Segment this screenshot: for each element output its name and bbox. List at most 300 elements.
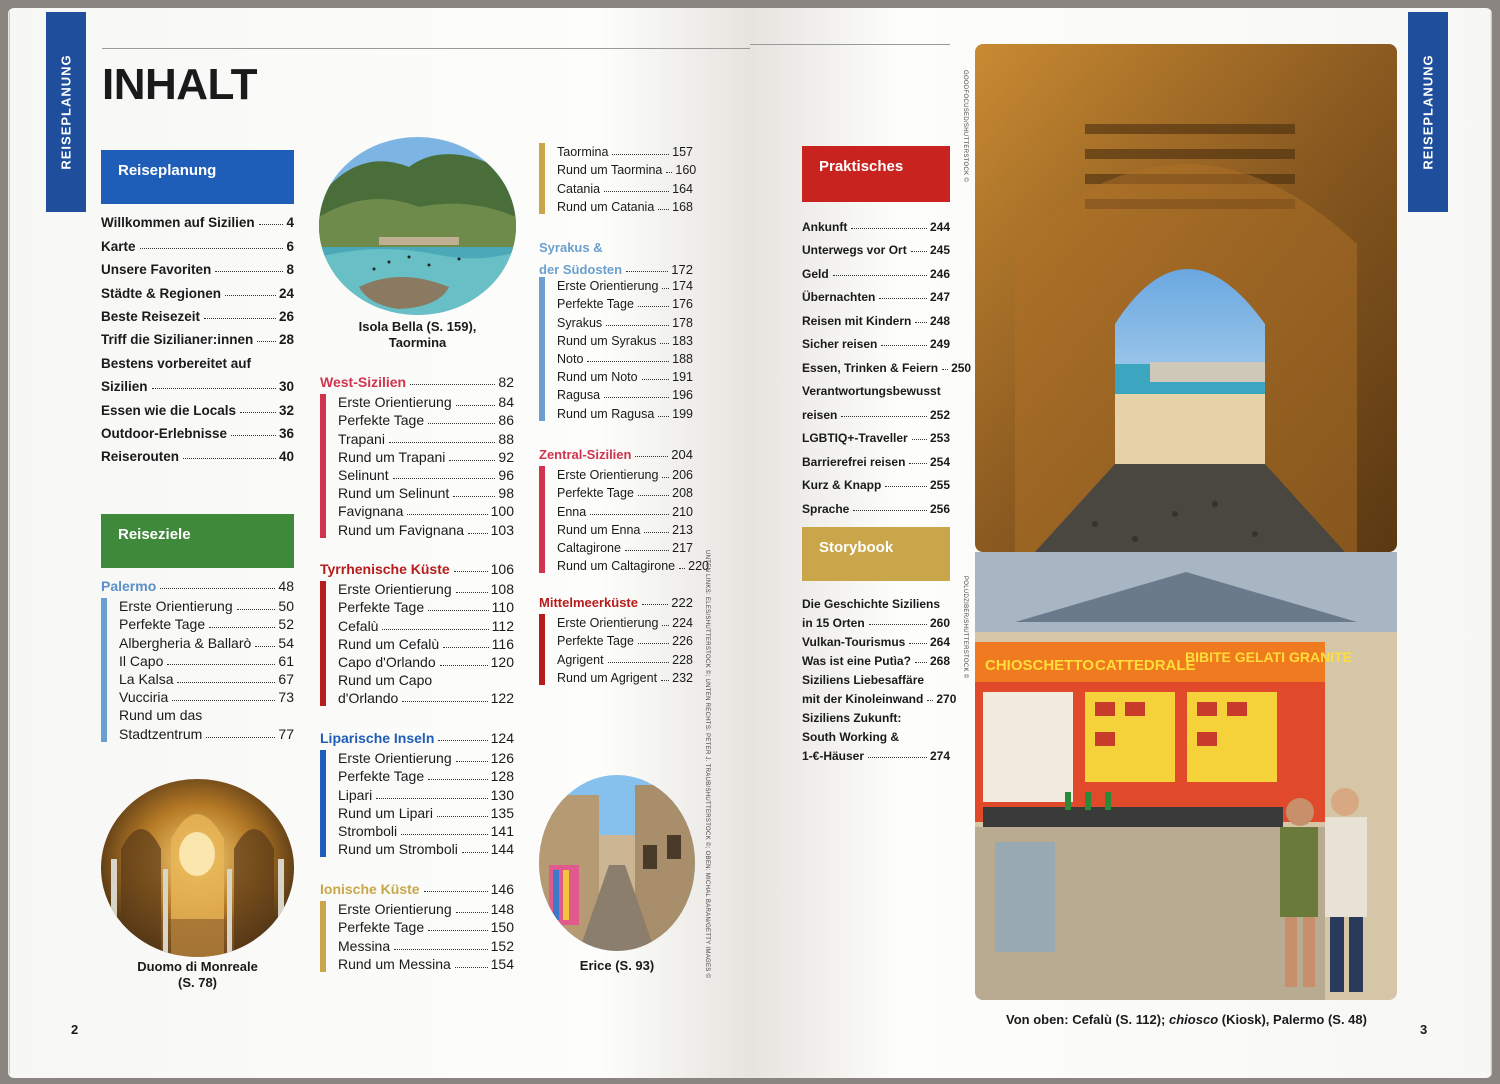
toc-section-head[interactable] (320, 555, 514, 577)
side-tab-left (46, 12, 86, 212)
caption-erice (539, 958, 695, 974)
toc-entry-title: Perfekte Tage (557, 297, 634, 312)
dot-leader (177, 682, 275, 683)
dot-leader (661, 680, 669, 681)
dot-leader (209, 627, 275, 628)
dot-leader (885, 486, 927, 487)
toc-entry[interactable] (101, 347, 294, 370)
toc-entry[interactable] (101, 418, 294, 441)
toc-entry[interactable] (557, 384, 693, 402)
section-head-text: Syrakus & (539, 240, 603, 255)
toc-entry-title: Rund um das (119, 707, 203, 724)
toc-entry[interactable] (338, 821, 514, 839)
toc-entry-page: 126 (490, 750, 514, 767)
dot-leader (259, 224, 284, 225)
toc-entry-title: Triff die Sizilianer:innen (101, 332, 254, 348)
dot-leader (183, 458, 276, 459)
toc-entry-page: 96 (498, 466, 514, 483)
toc-entry[interactable] (557, 537, 693, 555)
toc-entry[interactable] (802, 687, 957, 706)
toc-entry-title: Rund um Messina (338, 955, 451, 972)
toc-entry[interactable] (802, 422, 950, 446)
dot-leader (644, 532, 669, 533)
kiosk-sign-2: CATTEDRALE (1095, 657, 1196, 674)
toc-entry[interactable] (338, 954, 514, 972)
toc-entry-title: Unsere Favoriten (101, 262, 212, 278)
toc-entry-title: Vulkan-Tourismus (802, 635, 906, 649)
toc-entry[interactable] (338, 483, 514, 501)
toc-entry[interactable] (557, 402, 693, 420)
toc-entry-page: 176 (672, 297, 693, 312)
dot-leader (231, 435, 276, 436)
toc-entry[interactable] (119, 669, 294, 687)
toc-entry[interactable] (338, 784, 514, 802)
toc-entry-title: Bestens vorbereitet auf (101, 355, 252, 371)
photo-isola-bella (319, 137, 516, 315)
toc-entry[interactable] (338, 839, 514, 857)
toc-entry-page: 92 (498, 448, 514, 465)
toc-entry-title: Perfekte Tage (338, 919, 425, 936)
toc-entry-title: Siziliens Liebesaffäre (802, 673, 925, 687)
toc-entry-page: 110 (491, 599, 514, 616)
toc-entry[interactable] (119, 723, 294, 741)
photo-credit-mid: POLUDZIBER/SHUTTERSTOCK © (962, 576, 968, 679)
toc-entry-page: 226 (672, 634, 693, 649)
caption-line: Isola Bella (S. 159), (358, 319, 477, 334)
toc-entry[interactable] (338, 899, 514, 917)
toc-entry[interactable] (557, 311, 693, 329)
toc-section-items (338, 899, 514, 972)
section-head-page: 82 (498, 374, 514, 390)
toc-entry[interactable] (119, 614, 294, 632)
toc-entry-title: Rund um Favignana (338, 521, 465, 538)
toc-entry[interactable] (338, 634, 514, 652)
toc-section (539, 588, 693, 788)
toc-entry-page: 168 (672, 199, 693, 214)
dot-leader (662, 477, 669, 478)
dot-leader (638, 306, 669, 307)
toc-entry-title: Selinunt (338, 466, 389, 483)
dot-leader (440, 665, 488, 666)
section-head-text: der Südosten (539, 262, 623, 277)
dot-leader (666, 172, 672, 173)
toc-entry-page: 154 (490, 955, 514, 972)
toc-entry-title: South Working & (802, 730, 900, 744)
toc-entry[interactable] (802, 649, 950, 668)
section-color-bar (539, 143, 545, 214)
header-rule (102, 48, 750, 49)
section-color-bar (320, 394, 326, 538)
caption-part: Von oben: Cefalù (S. 112); (1006, 1012, 1170, 1027)
dot-leader (453, 496, 495, 497)
toc-section-head[interactable] (539, 440, 693, 462)
dot-leader (606, 325, 669, 326)
toc-entry[interactable] (119, 705, 294, 723)
dot-leader (454, 571, 488, 572)
toc-entry[interactable] (557, 648, 693, 666)
toc-entry-page: 255 (929, 478, 950, 492)
dot-leader (909, 643, 927, 644)
toc-entry[interactable] (557, 464, 693, 482)
dot-leader (604, 397, 669, 398)
toc-entry-page: 61 (278, 652, 294, 669)
toc-entry-page: 30 (278, 379, 294, 395)
toc-entry[interactable] (338, 519, 514, 537)
toc-entry[interactable] (338, 615, 514, 633)
toc-entry[interactable] (802, 725, 950, 744)
toc-entry[interactable] (119, 687, 294, 705)
section-head-text: West-Sizilien (320, 374, 407, 390)
toc-entry[interactable] (557, 330, 693, 348)
toc-entry-title: Übernachten (802, 290, 876, 304)
toc-entry[interactable] (802, 469, 950, 493)
section-head-page: 204 (671, 447, 693, 462)
caption-part: (Kiosk), Palermo (S. 48) (1218, 1012, 1367, 1027)
toc-entry-title: reisen (802, 407, 838, 422)
section-box-storybook (802, 527, 950, 581)
dot-leader (869, 624, 927, 625)
toc-entry[interactable] (338, 501, 514, 519)
toc-entry-page: 108 (490, 581, 514, 598)
section-head-page: 222 (671, 595, 693, 610)
dot-leader (376, 798, 487, 799)
toc-section-items (557, 464, 709, 574)
toc-entry-title: Agrigent (557, 652, 604, 667)
toc-entry-page: 28 (278, 332, 294, 348)
toc-entry-title: Rund um Lipari (338, 804, 433, 821)
toc-entry-page: 73 (278, 689, 294, 706)
toc-reiseplanung (101, 207, 294, 464)
toc-entry-page: 248 (929, 313, 950, 328)
toc-entry-title: Sizilien (101, 379, 148, 395)
toc-entry-page: 208 (672, 486, 693, 501)
section-head-text: Palermo (101, 578, 157, 594)
toc-entry-page: 120 (490, 653, 514, 670)
toc-entry-title: Favignana (338, 503, 404, 520)
toc-section-head[interactable] (539, 588, 693, 610)
toc-entry-title: Essen wie die Locals (101, 402, 237, 418)
photo-kiosk-palermo (975, 552, 1397, 1000)
toc-entry-page: 247 (929, 290, 950, 304)
toc-entry-page: 144 (490, 841, 514, 858)
dot-leader (638, 643, 669, 644)
toc-entry[interactable] (802, 304, 950, 328)
toc-entry[interactable] (802, 611, 950, 630)
toc-entry[interactable] (338, 579, 514, 597)
toc-section-head[interactable] (320, 724, 514, 746)
toc-entry-page: 228 (672, 652, 693, 667)
toc-entry[interactable] (557, 555, 709, 574)
toc-entry-page: 77 (278, 725, 294, 742)
toc-entry[interactable] (802, 210, 950, 234)
toc-entry[interactable] (338, 766, 514, 784)
toc-entry[interactable] (101, 277, 294, 300)
side-tab-right (1408, 12, 1448, 212)
toc-entry-title: Erste Orientierung (557, 279, 659, 294)
toc-entry-page: 84 (498, 394, 514, 411)
toc-section-palermo (101, 572, 294, 742)
toc-entry-page: 148 (490, 901, 514, 918)
section-head-text: Tyrrhenische Küste (320, 561, 450, 577)
toc-section-head[interactable] (320, 875, 514, 897)
toc-entry[interactable] (802, 668, 950, 687)
toc-entry[interactable] (338, 428, 514, 446)
toc-section-items (557, 141, 697, 214)
toc-entry-title: Geld (802, 266, 829, 281)
dot-leader (915, 322, 927, 323)
toc-entry-title: Siziliens Zukunft: (802, 711, 902, 725)
toc-entry[interactable] (101, 207, 294, 230)
toc-entry-title: Syrakus (557, 315, 603, 330)
toc-entry-page: 88 (498, 430, 514, 447)
toc-entry[interactable] (101, 230, 294, 253)
section-head-page: 106 (490, 561, 514, 577)
toc-entry[interactable] (101, 394, 294, 417)
toc-entry-title: Taormina (557, 145, 609, 160)
toc-entry[interactable] (119, 632, 294, 650)
dot-leader (449, 460, 495, 461)
toc-entry-page: 188 (672, 351, 693, 366)
toc-entry-title: Rund um Agrigent (557, 670, 658, 685)
toc-entry-title: Erste Orientierung (119, 598, 233, 615)
dot-leader (604, 191, 669, 192)
toc-entry[interactable] (802, 328, 950, 352)
toc-entry[interactable] (338, 748, 514, 766)
toc-entry-title: Ankunft (802, 219, 848, 234)
toc-section-head[interactable] (320, 368, 514, 390)
dot-leader (635, 456, 668, 457)
section-label: Reiseziele (118, 526, 191, 543)
toc-entry[interactable] (338, 465, 514, 483)
toc-entry-title: Cefalù (338, 617, 379, 634)
toc-entry-title: Rund um Noto (557, 370, 638, 385)
toc-entry[interactable] (557, 141, 693, 159)
dot-leader (915, 662, 927, 663)
section-color-bar (539, 277, 545, 421)
toc-entry-page: 254 (929, 454, 950, 469)
toc-entry-title: Enna (557, 504, 587, 519)
toc-entry-title: Erste Orientierung (557, 468, 659, 483)
toc-entry[interactable] (802, 445, 950, 469)
toc-entry-title: Verantwortungsbewusst (802, 384, 941, 398)
toc-entry[interactable] (802, 257, 950, 281)
toc-entry-page: 4 (286, 215, 294, 231)
section-box-reiseziele (101, 514, 294, 568)
toc-section-items (119, 596, 294, 742)
toc-entry-page: 32 (278, 402, 294, 418)
toc-entry[interactable] (557, 275, 693, 293)
toc-entry[interactable] (557, 293, 693, 311)
toc-entry[interactable] (557, 196, 693, 214)
toc-entry-title: Beste Reisezeit (101, 308, 201, 324)
toc-section (539, 233, 693, 433)
toc-entry-title: Outdoor-Erlebnisse (101, 425, 228, 441)
toc-entry[interactable] (802, 592, 950, 611)
toc-entry-page: 191 (672, 370, 693, 385)
dot-leader (912, 439, 927, 440)
toc-section-head[interactable] (539, 255, 693, 277)
toc-entry[interactable] (802, 375, 950, 399)
toc-section-items (338, 748, 514, 857)
toc-entry[interactable] (338, 652, 514, 670)
page-number: 2 (71, 1022, 79, 1037)
toc-entry-title: La Kalsa (119, 670, 174, 687)
toc-entry[interactable] (338, 803, 514, 821)
toc-entry[interactable] (557, 482, 693, 500)
toc-entry[interactable] (557, 500, 693, 518)
toc-entry[interactable] (119, 651, 294, 669)
toc-entry-title: Erste Orientierung (338, 901, 452, 918)
dot-leader (626, 271, 668, 272)
dot-leader (662, 288, 669, 289)
toc-entry-page: 141 (490, 822, 514, 839)
section-head-text: Mittelmeerküste (539, 595, 638, 610)
dot-leader (394, 949, 488, 950)
toc-entry-page: 274 (929, 749, 950, 763)
toc-entry-title: Sprache (802, 501, 850, 516)
toc-entry-title: Barrierefrei reisen (802, 454, 906, 469)
dot-leader (437, 816, 488, 817)
toc-entry-title: Reiserouten (101, 449, 180, 465)
dot-leader (679, 568, 685, 569)
caption-duomo (101, 959, 294, 991)
toc-entry[interactable] (557, 667, 693, 685)
toc-entry[interactable] (802, 234, 950, 258)
toc-entry[interactable] (557, 366, 693, 384)
section-head-page: 48 (278, 578, 294, 594)
toc-entry-title: Essen, Trinken & Feiern (802, 360, 939, 375)
toc-entry[interactable] (338, 410, 514, 428)
toc-entry-title: Perfekte Tage (338, 768, 425, 785)
section-box-reiseplanung (101, 150, 294, 204)
toc-entry-page: 128 (490, 768, 514, 785)
toc-entry[interactable] (338, 392, 514, 410)
toc-section (320, 368, 514, 568)
toc-entry-title: Rund um Capo (338, 672, 433, 689)
toc-entry-title: Reisen mit Kindern (802, 313, 912, 328)
toc-entry[interactable] (101, 371, 294, 394)
toc-entry[interactable] (802, 351, 972, 375)
toc-section-head[interactable] (101, 572, 294, 594)
toc-entry-title: Rund um Enna (557, 522, 641, 537)
caption-line: Duomo di Monreale (137, 959, 258, 974)
toc-entry[interactable] (557, 348, 693, 366)
section-color-bar (539, 614, 545, 685)
caption-line: Taormina (388, 335, 447, 350)
toc-entry-page: 40 (278, 449, 294, 465)
toc-entry-title: Albergheria & Ballarò (119, 634, 252, 651)
section-head-page: 172 (671, 262, 693, 277)
toc-entry-title: Sicher reisen (802, 337, 878, 351)
toc-entry[interactable] (119, 596, 294, 614)
dot-leader (833, 275, 927, 276)
section-label: Storybook (819, 539, 894, 556)
dot-leader (443, 647, 489, 648)
toc-entry-title: Capo d'Orlando (338, 653, 436, 670)
toc-entry-title: Rund um Taormina (557, 163, 663, 178)
toc-entry[interactable] (101, 324, 294, 347)
toc-entry-title: Stadtzentrum (119, 725, 203, 742)
dot-leader (911, 251, 927, 252)
dot-leader (658, 416, 669, 417)
side-tab-label: REISEPLANUNG (58, 54, 74, 170)
toc-entry-page: 270 (936, 692, 957, 706)
dot-leader (167, 664, 275, 665)
kiosk-sign-1: CHIOSCHETTO (985, 657, 1094, 674)
dot-leader (587, 361, 669, 362)
dot-leader (841, 416, 927, 417)
toc-entry[interactable] (802, 630, 950, 649)
toc-section-items (557, 275, 693, 421)
toc-entry-title: Rund um Cefalù (338, 635, 440, 652)
dot-leader (428, 610, 489, 611)
toc-entry[interactable] (802, 281, 950, 305)
photo-cefalu-arch (975, 44, 1397, 552)
toc-entry[interactable] (557, 612, 693, 630)
toc-entry[interactable] (802, 706, 950, 725)
dot-leader (428, 779, 488, 780)
toc-entry[interactable] (101, 254, 294, 277)
toc-entry[interactable] (802, 492, 950, 516)
header-rule (750, 44, 950, 45)
toc-entry[interactable] (338, 447, 514, 465)
toc-entry[interactable] (802, 398, 950, 422)
photo-duomo-monreale (101, 779, 294, 957)
dot-leader (255, 646, 275, 647)
toc-entry-page: 244 (929, 219, 950, 234)
section-label: Reiseplanung (118, 162, 217, 179)
toc-entry[interactable] (338, 670, 514, 688)
photo-caption-bottom (1006, 1012, 1367, 1027)
toc-entry-title: Kurz & Knapp (802, 478, 882, 492)
toc-entry[interactable] (338, 935, 514, 953)
toc-entry[interactable] (338, 917, 514, 935)
toc-section-items (338, 392, 514, 538)
toc-entry-page: 252 (929, 407, 950, 422)
side-tab-label: REISEPLANUNG (1420, 54, 1436, 170)
toc-entry-page: 246 (929, 266, 950, 281)
toc-section-head-line1[interactable] (539, 233, 693, 255)
toc-entry[interactable] (557, 519, 693, 537)
toc-entry[interactable] (557, 177, 693, 195)
toc-entry[interactable] (101, 441, 294, 464)
toc-entry[interactable] (557, 630, 693, 648)
toc-entry[interactable] (802, 744, 950, 763)
dot-leader (660, 343, 669, 344)
toc-entry-title: in 15 Orten (802, 616, 865, 630)
toc-entry-page: 50 (278, 598, 294, 615)
toc-entry[interactable] (557, 159, 697, 178)
dot-leader (468, 533, 488, 534)
dot-leader (382, 629, 488, 630)
toc-entry-page: 210 (672, 504, 693, 519)
toc-entry-page: 116 (491, 635, 514, 652)
toc-entry[interactable] (101, 301, 294, 324)
toc-entry-page: 217 (672, 540, 693, 555)
dot-leader (257, 341, 276, 342)
dot-leader (662, 625, 669, 626)
toc-entry-title: Noto (557, 351, 584, 366)
toc-entry-title: Karte (101, 238, 136, 254)
toc-entry[interactable] (338, 688, 514, 706)
toc-entry-page: 224 (672, 616, 693, 631)
dot-leader (642, 379, 670, 380)
toc-entry[interactable] (338, 597, 514, 615)
toc-entry-title: Erste Orientierung (338, 581, 452, 598)
kiosk-sign-3: BIBITE GELATI GRANITE (1185, 649, 1352, 665)
section-head-page: 124 (490, 730, 514, 746)
dot-leader (625, 550, 669, 551)
